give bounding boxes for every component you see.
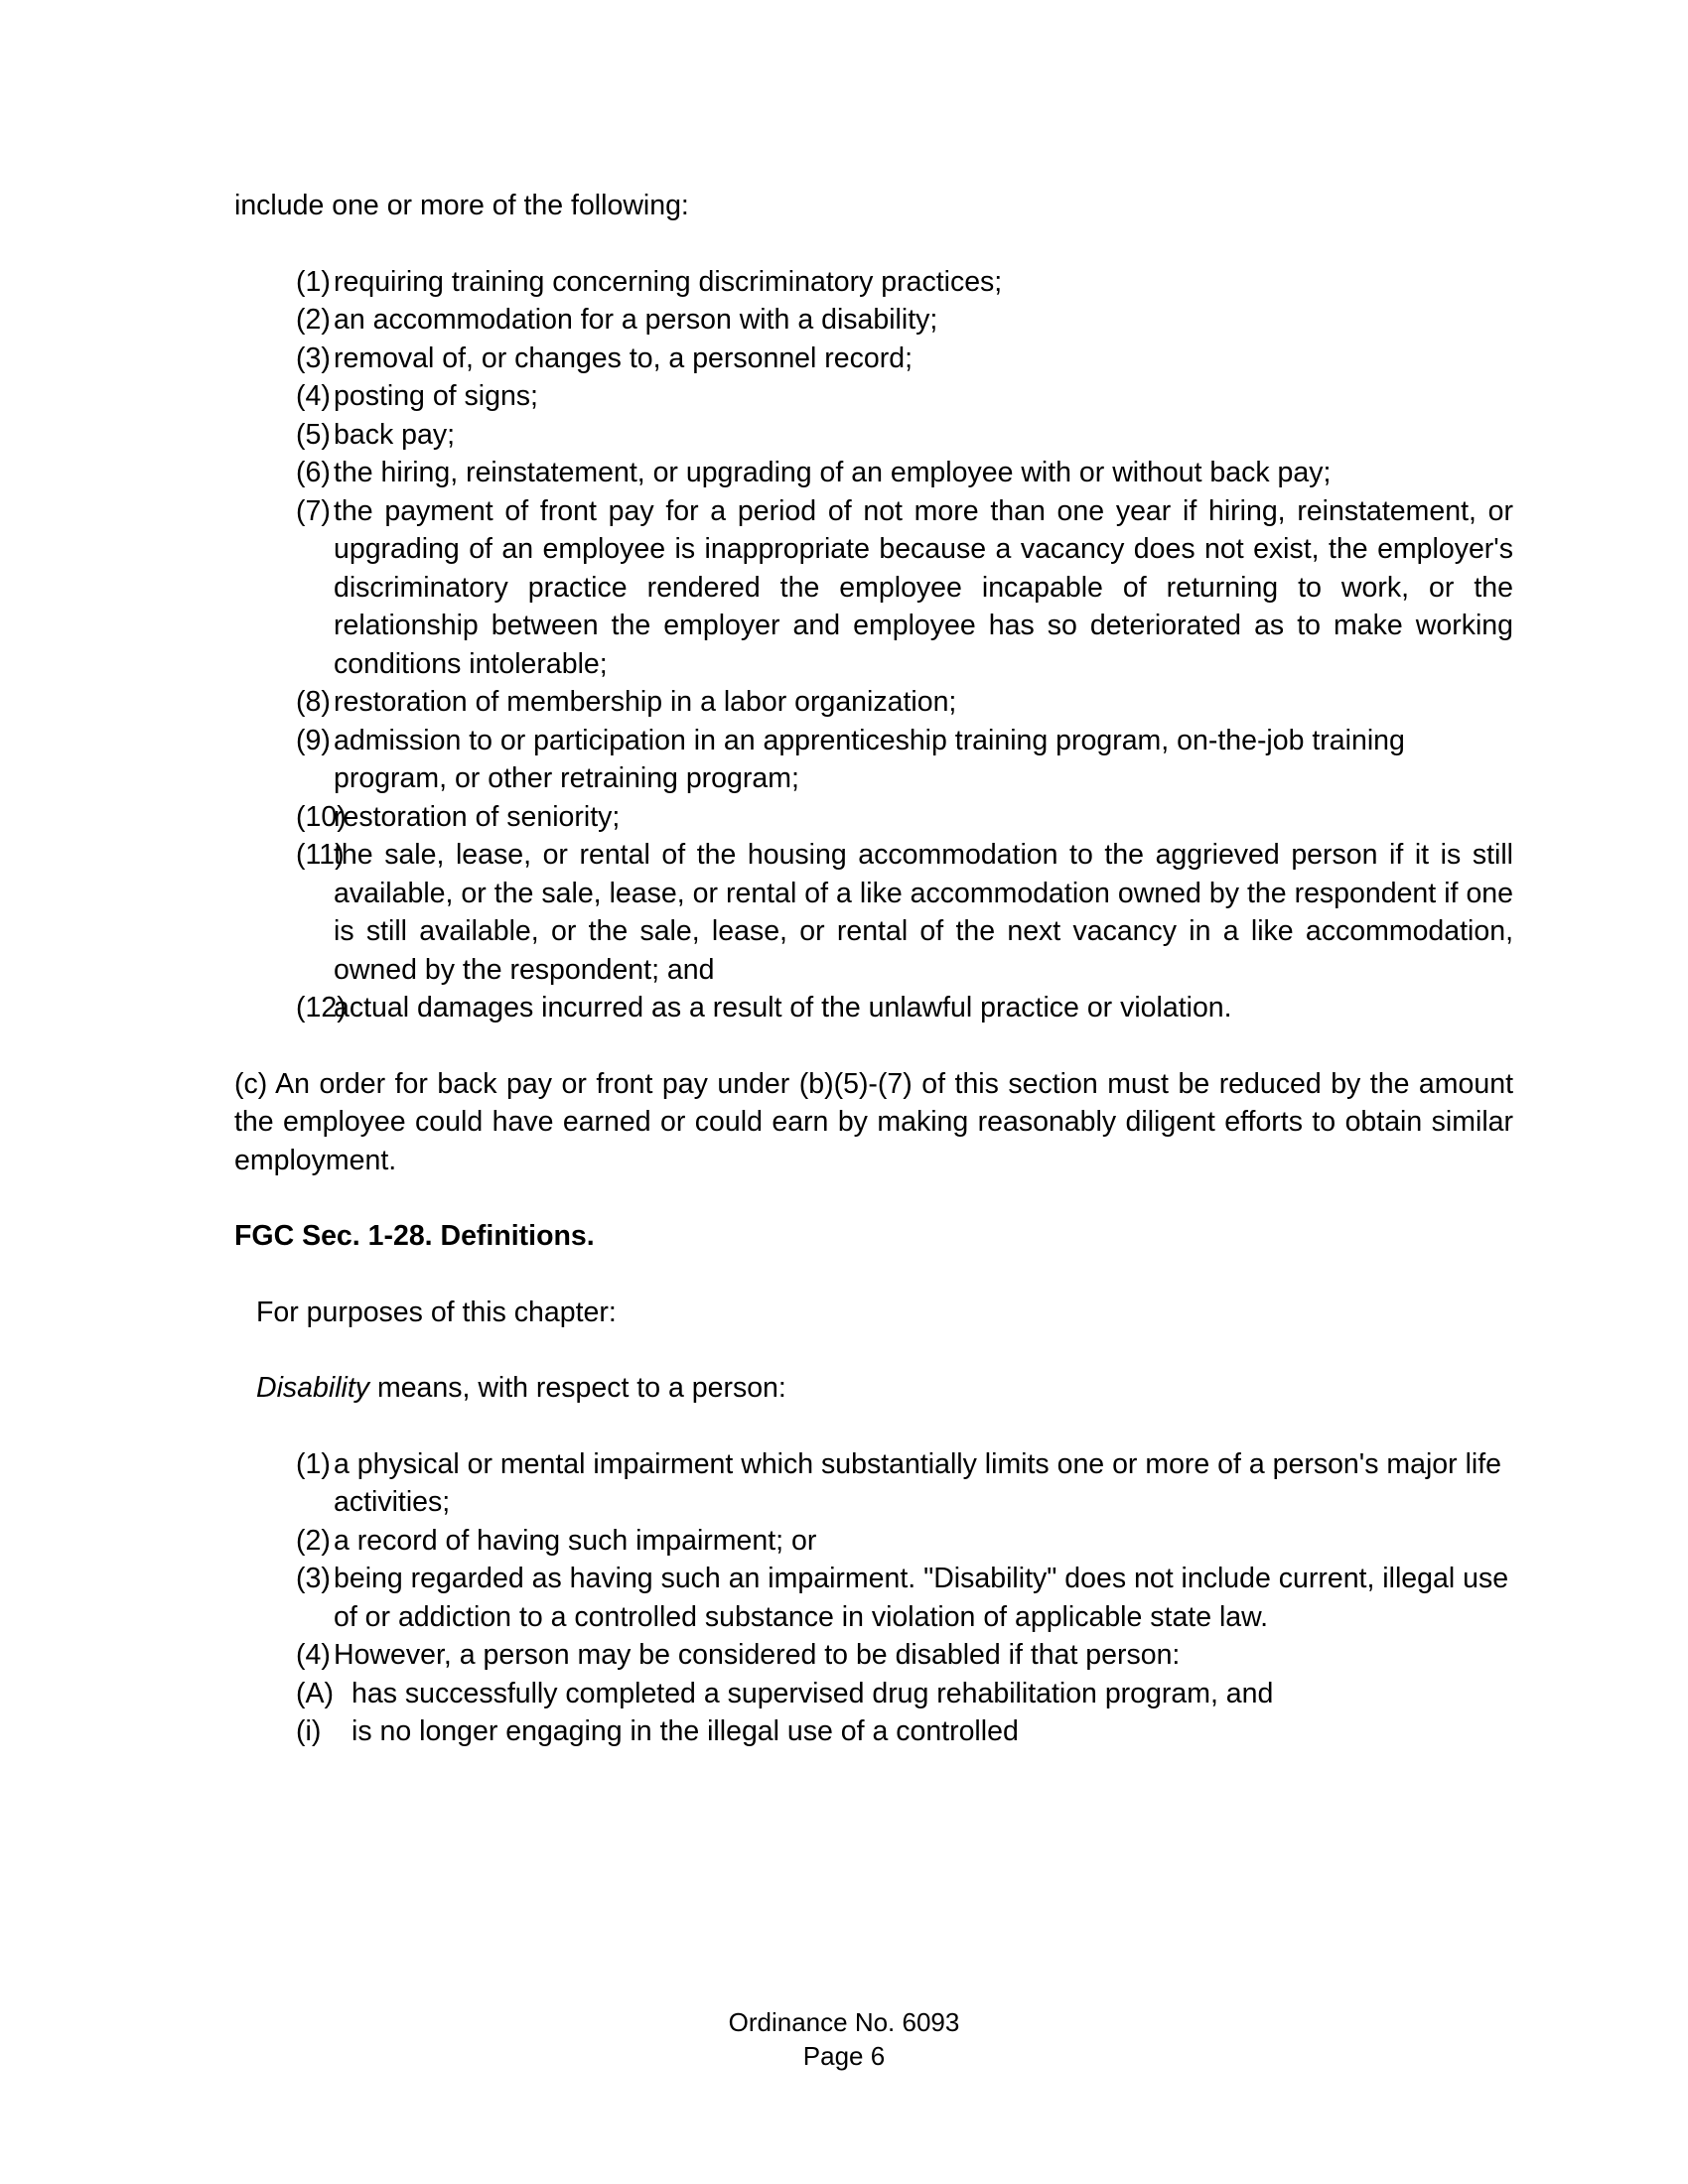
list-item-text: an accommodation for a person with a disability; xyxy=(334,304,938,336)
spacer xyxy=(234,1179,1513,1217)
sub-list-item-text: has successfully completed a supervised drug rehabilitation program, and xyxy=(352,1677,1274,1709)
list-item-number: (5) xyxy=(296,418,331,451)
remedies-list xyxy=(234,263,1513,1027)
spacer xyxy=(234,1256,1513,1294)
section-heading: FGC Sec. 1-28. Definitions. xyxy=(234,1220,595,1252)
sub-item-i-list xyxy=(234,1712,1513,1751)
list-item xyxy=(234,989,1513,1027)
list-item-number: (1) xyxy=(296,1447,331,1480)
definition-lead-text: means, with respect to a person: xyxy=(369,1372,786,1404)
definition-term: Disability xyxy=(256,1372,370,1404)
list-item-text: posting of signs; xyxy=(334,380,538,412)
spacer xyxy=(234,1331,1513,1369)
list-item xyxy=(234,263,1513,302)
list-item-text: a physical or mental impairment which substantially limits one or more of a person's major life activities; xyxy=(334,1447,1502,1518)
definition-list xyxy=(234,1445,1513,1675)
paragraph-c: (c) An order for back pay or front pay under (b)(5)-(7) of this section must be reduced by the amount the employee could have earned or could earn by making reasonably diligent efforts to obtain similar employment. xyxy=(234,1067,1513,1176)
list-item xyxy=(234,1445,1513,1522)
sub-item-a-list xyxy=(234,1675,1513,1713)
list-item xyxy=(234,340,1513,378)
list-item-text: admission to or participation in an apprenticeship training program, on-the-job training program, or other retraining program; xyxy=(334,724,1405,794)
list-item-number: (2) xyxy=(296,304,331,336)
list-item xyxy=(234,836,1513,989)
list-item-number: (10) xyxy=(296,800,347,833)
sub-list-item xyxy=(234,1675,1513,1713)
list-item xyxy=(234,1560,1513,1636)
spacer xyxy=(234,1408,1513,1445)
sub-sub-list-item-text: is no longer engaging in the illegal use of a controlled xyxy=(352,1715,1019,1747)
list-item xyxy=(234,1636,1513,1675)
list-item-number: (6) xyxy=(296,457,331,488)
list-item-text: being regarded as having such an impairment. "Disability" does not include current, illegal use of or addiction to a controlled substance in violation of applicable state law. xyxy=(334,1563,1509,1633)
list-item-text: the payment of front pay for a period of not more than one year if hiring, reinstatement, or upgrading of an employee is inappropriate because a vacancy does not exist, the employer's discriminatory practice rendered the employee incapable of returning to work, or the relationship between the employer and employee has so deteriorated as to make working conditions intolerable; xyxy=(334,494,1513,680)
list-item xyxy=(234,301,1513,340)
list-item-number: (4) xyxy=(296,380,331,412)
list-item-number: (12) xyxy=(296,992,347,1024)
list-item xyxy=(234,1522,1513,1561)
list-item-text: restoration of seniority; xyxy=(334,800,621,833)
list-item-text: the sale, lease, or rental of the housing accommodation to the aggrieved person if it is still available, or the sale, lease, or rental of a like accommodation owned by the respondent if one is still available, or the sale, lease, or rental of the next vacancy in a like accommodation, owned by the respondent; and xyxy=(334,839,1513,986)
list-item-number: (3) xyxy=(296,341,331,374)
list-item-number: (1) xyxy=(296,265,331,298)
list-item-number: (2) xyxy=(296,1524,331,1557)
list-item-text: actual damages incurred as a result of the unlawful practice or violation. xyxy=(334,992,1232,1024)
list-item xyxy=(234,492,1513,684)
page-footer xyxy=(0,2005,1688,2073)
page-content xyxy=(234,187,1513,1751)
list-item-text: requiring training concerning discriminatory practices; xyxy=(334,265,1003,298)
sub-sub-list-item-number: (i) xyxy=(296,1715,322,1747)
definition-lead-paragraph xyxy=(256,1369,1513,1408)
list-item-number: (9) xyxy=(296,724,331,756)
list-item xyxy=(234,416,1513,455)
list-item xyxy=(234,683,1513,722)
list-item-number: (8) xyxy=(296,686,331,718)
list-item-number: (7) xyxy=(296,494,331,527)
footer-page-number: Page 6 xyxy=(802,2041,886,2071)
sub-list-item-number: (A) xyxy=(296,1677,334,1709)
sub-sub-list-item xyxy=(234,1712,1513,1751)
list-item-number: (3) xyxy=(296,1563,331,1594)
footer-ordinance-number: Ordinance No. 6093 xyxy=(728,2007,960,2037)
purposes-paragraph: For purposes of this chapter: xyxy=(256,1296,617,1328)
list-item-number: (4) xyxy=(296,1639,331,1671)
list-item-text: However, a person may be considered to be disabled if that person: xyxy=(334,1639,1181,1671)
list-item-number: (11) xyxy=(296,839,345,871)
spacer xyxy=(234,1027,1513,1065)
list-item-text: removal of, or changes to, a personnel record; xyxy=(334,341,913,374)
lead-paragraph: include one or more of the following: xyxy=(234,190,689,221)
list-item xyxy=(234,454,1513,492)
list-item xyxy=(234,798,1513,837)
spacer xyxy=(234,225,1513,263)
list-item xyxy=(234,722,1513,798)
list-item xyxy=(234,377,1513,416)
list-item-text: the hiring, reinstatement, or upgrading of an employee with or without back pay; xyxy=(334,457,1332,488)
list-item-text: restoration of membership in a labor organization; xyxy=(334,686,957,718)
list-item-text: a record of having such impairment; or xyxy=(334,1524,817,1557)
list-item-text: back pay; xyxy=(334,418,455,451)
